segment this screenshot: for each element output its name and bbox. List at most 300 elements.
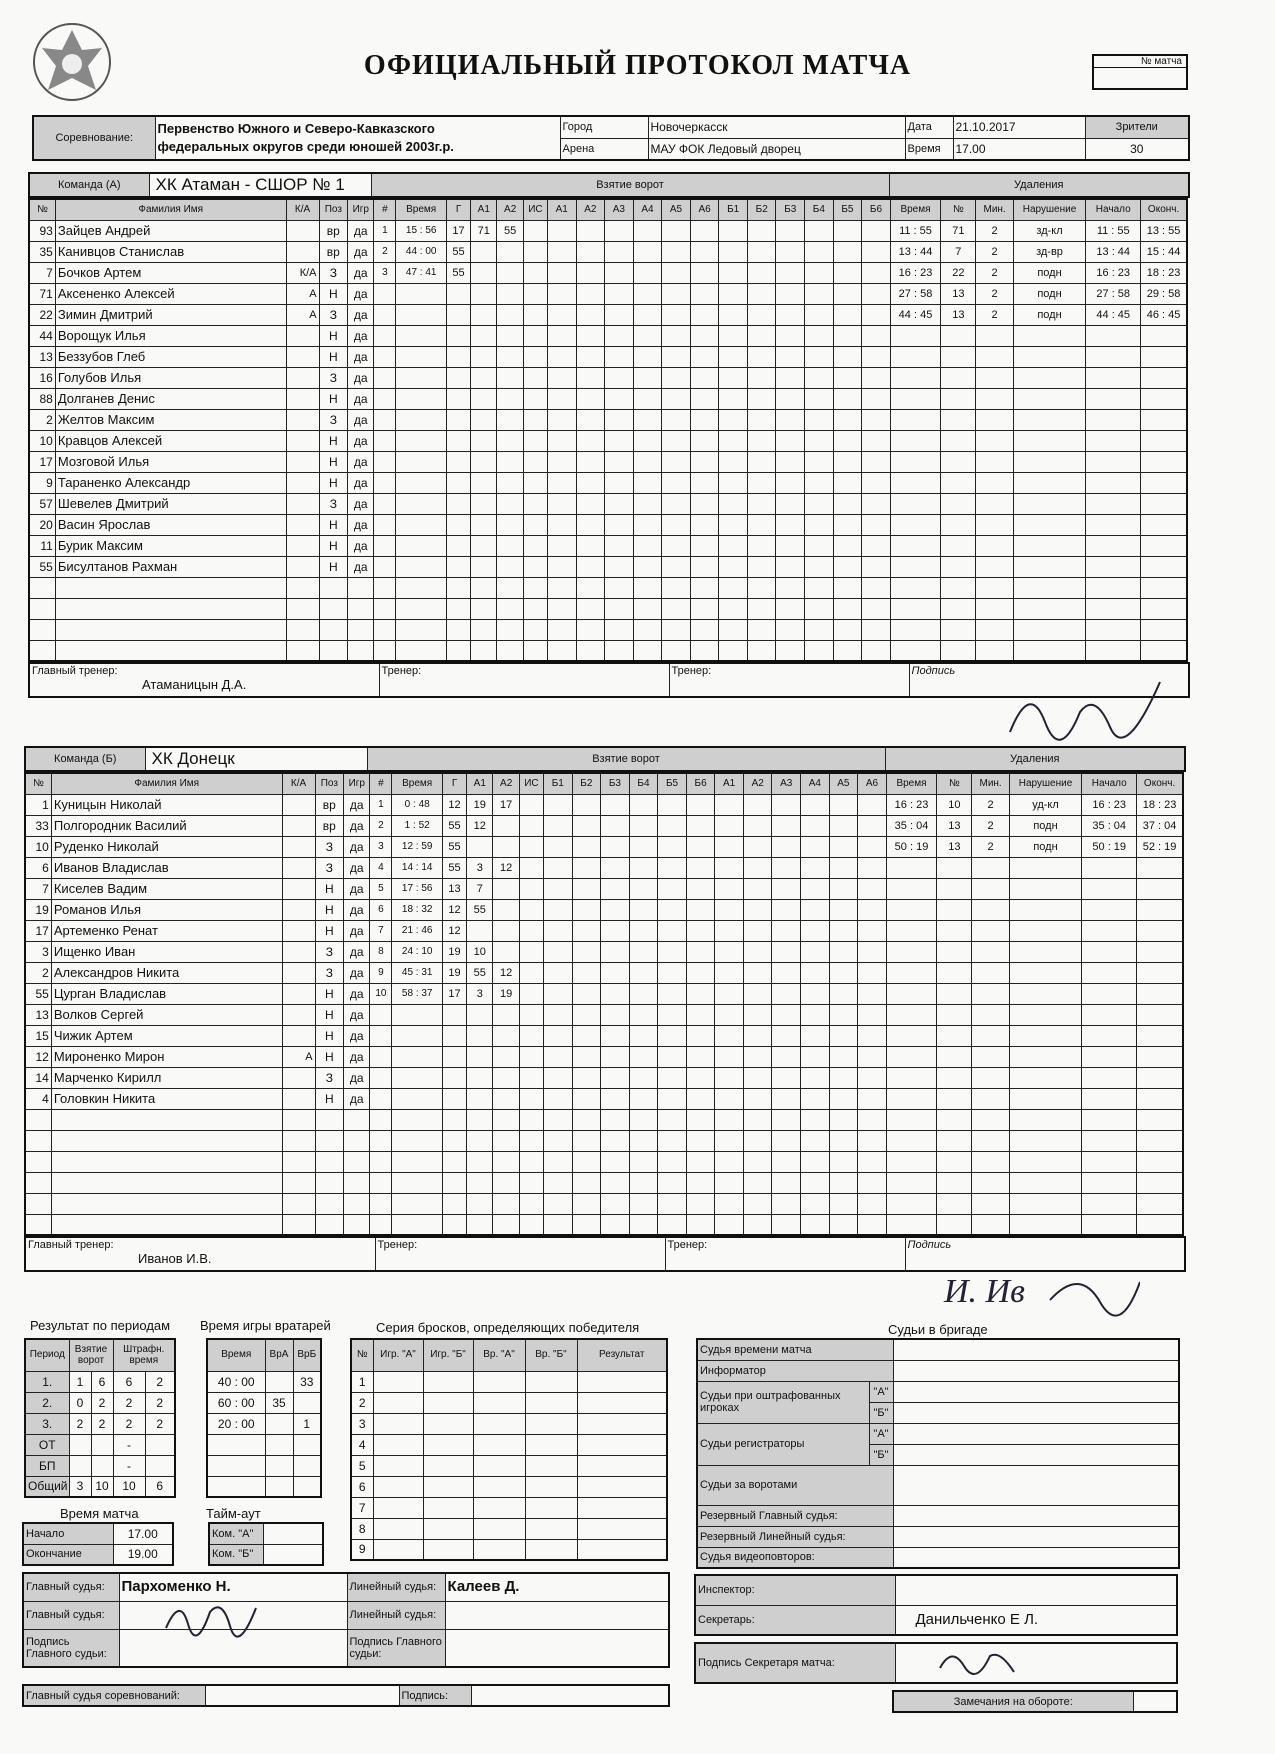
player-captain — [282, 815, 315, 836]
goalie-value: 35 — [265, 1392, 293, 1413]
player-number: 88 — [29, 388, 55, 409]
shootout-number: 3 — [351, 1413, 373, 1434]
shootout-row — [351, 1413, 667, 1434]
period-value: 2 — [113, 1392, 145, 1413]
period-value: - — [113, 1455, 145, 1476]
team_b-row — [25, 920, 1183, 941]
shootout-row — [351, 1455, 667, 1476]
team_b-goal-col: Б6 — [686, 773, 715, 794]
player-captain — [282, 1067, 315, 1088]
player-captain: А — [282, 1046, 315, 1067]
match-start-value: 17.00 — [113, 1523, 173, 1544]
goal-time: 21 : 46 — [392, 920, 443, 941]
remarks-table — [892, 1690, 1178, 1713]
goalie-col-time: Время — [207, 1339, 265, 1371]
goal-number: 6 — [370, 899, 392, 920]
player-position: Н — [315, 920, 344, 941]
player-played: да — [348, 535, 374, 556]
player-position: Н — [315, 878, 344, 899]
team_b-row — [25, 941, 1183, 962]
player-played: да — [348, 430, 374, 451]
player-captain — [286, 367, 319, 388]
player-captain — [286, 535, 319, 556]
goal-assist-2: 19 — [493, 983, 519, 1004]
player-number: 1 — [25, 794, 51, 815]
penalty-end: 37 : 04 — [1137, 815, 1183, 836]
official-role: Судьи при оштрафованных игроках — [697, 1381, 869, 1423]
team_a-goal-col: Б4 — [805, 199, 834, 220]
player-captain: К/А — [286, 262, 319, 283]
shootout-number: 7 — [351, 1497, 373, 1518]
goal-scorer: 12 — [442, 794, 466, 815]
team_b-signature-label: Подпись — [905, 1237, 1185, 1271]
time-label: Время — [905, 138, 953, 160]
period-name: 1. — [25, 1371, 69, 1392]
team_a-pen-col: Оконч. — [1141, 199, 1187, 220]
goalie-time-table — [206, 1338, 322, 1498]
player-played: да — [348, 241, 374, 262]
penalty-player: 13 — [937, 815, 972, 836]
player-name: Зайцев Андрей — [55, 220, 286, 241]
goal-number: 3 — [374, 262, 396, 283]
player-position: Н — [319, 388, 348, 409]
team_b-roster-col: К/А — [282, 773, 315, 794]
player-captain — [282, 794, 315, 815]
player-captain — [282, 962, 315, 983]
goalie-row — [207, 1413, 321, 1434]
team_a-goal-col: А5 — [662, 199, 691, 220]
officials-label: Судьи в бригаде — [888, 1322, 988, 1337]
player-position: З — [315, 941, 344, 962]
player-name: Тараненко Александр — [55, 472, 286, 493]
goalie-value: 40 : 00 — [207, 1371, 265, 1392]
goal-assist-1: 3 — [467, 983, 493, 1004]
team_b-coach-2: Тренер: — [665, 1237, 905, 1271]
goal-assist-2: 12 — [493, 857, 519, 878]
player-name: Беззубов Глеб — [55, 346, 286, 367]
team_a-row — [29, 619, 1187, 640]
team_b-row — [25, 1067, 1183, 1088]
team_b-pen-col: Нарушение — [1009, 773, 1082, 794]
team-a-section — [28, 172, 1190, 698]
team_a-row — [29, 472, 1187, 493]
team_b-goal-col: А1 — [715, 773, 744, 794]
team_b-row — [25, 1151, 1183, 1172]
player-captain — [286, 241, 319, 262]
goal-number: 9 — [370, 962, 392, 983]
goal-assist-2 — [493, 899, 519, 920]
team_b-row — [25, 794, 1183, 815]
team_b-goal-col: Г — [442, 773, 466, 794]
player-number: 11 — [29, 535, 55, 556]
goalie-value: 60 : 00 — [207, 1392, 265, 1413]
goal-scorer: 55 — [442, 857, 466, 878]
team_a-pen-col: № — [941, 199, 976, 220]
team_a-row — [29, 598, 1187, 619]
player-position: Н — [315, 1088, 344, 1109]
city-label: Город — [560, 116, 648, 138]
officials-table — [696, 1338, 1180, 1569]
period-value: 6 — [113, 1371, 145, 1392]
official-role: Судьи регистраторы — [697, 1423, 869, 1465]
goal-number: 8 — [370, 941, 392, 962]
player-number: 16 — [29, 367, 55, 388]
goal-time: 12 : 59 — [392, 836, 443, 857]
period-value — [91, 1434, 113, 1455]
penalty-start: 35 : 04 — [1082, 815, 1137, 836]
match-number-box — [1092, 54, 1188, 90]
player-played: да — [344, 983, 370, 1004]
goal-assist-2 — [493, 941, 519, 962]
match-end-label: Окончание — [23, 1544, 113, 1565]
player-played: да — [348, 493, 374, 514]
goalie-value: 33 — [293, 1371, 321, 1392]
period-row — [25, 1476, 175, 1497]
goalie-value: 20 : 00 — [207, 1413, 265, 1434]
team_b-label: Команда (Б) — [25, 747, 145, 771]
period-value: 2 — [91, 1392, 113, 1413]
player-played: да — [348, 346, 374, 367]
goal-time: 17 : 56 — [392, 878, 443, 899]
arena-label: Арена — [560, 138, 648, 160]
remarks-label: Замечания на обороте: — [893, 1691, 1133, 1712]
goal-assist-1: 7 — [467, 878, 493, 899]
main-referee-1: Пархоменко Н. — [119, 1573, 347, 1601]
penalty-time: 35 : 04 — [886, 815, 937, 836]
player-name: Ворощук Илья — [55, 325, 286, 346]
team_b-goal-col: А5 — [829, 773, 858, 794]
penalty-end: 29 : 58 — [1141, 283, 1187, 304]
player-played: да — [344, 1025, 370, 1046]
team_a-goal-col: А1 — [471, 199, 497, 220]
shootout-table — [350, 1338, 668, 1561]
penalty-start: 16 : 23 — [1082, 794, 1137, 815]
penalty-infraction: подн — [1013, 283, 1086, 304]
player-name: Ищенко Иван — [51, 941, 282, 962]
player-number: 71 — [29, 283, 55, 304]
goal-time: 15 : 56 — [396, 220, 447, 241]
player-number: 13 — [29, 346, 55, 367]
player-number: 33 — [25, 815, 51, 836]
player-played: да — [344, 941, 370, 962]
player-played: да — [348, 262, 374, 283]
player-number: 6 — [25, 857, 51, 878]
goal-number: 2 — [374, 241, 396, 262]
penalty-player: 13 — [941, 304, 976, 325]
date-value: 21.10.2017 — [953, 116, 1085, 138]
penalty-infraction: зд-вр — [1013, 241, 1086, 262]
period-value: 2 — [69, 1413, 91, 1434]
player-played: да — [348, 304, 374, 325]
team_a-label: Команда (А) — [29, 173, 149, 197]
team_b-name: ХК Донецк — [145, 747, 367, 771]
player-number: 10 — [25, 836, 51, 857]
player-number: 7 — [25, 878, 51, 899]
player-number: 9 — [29, 472, 55, 493]
goal-time: 14 : 14 — [392, 857, 443, 878]
player-position: З — [315, 857, 344, 878]
penalty-minutes: 2 — [972, 815, 1009, 836]
goal-number: 1 — [374, 220, 396, 241]
goal-assist-1: 71 — [471, 220, 497, 241]
player-position: вр — [319, 241, 348, 262]
penalty-start: 11 : 55 — [1086, 220, 1141, 241]
head-coach-label: Главный тренер: — [28, 1239, 114, 1251]
team_a-pen-col: Мин. — [976, 199, 1013, 220]
shootout-col: Вр. "А" — [473, 1339, 525, 1371]
shootout-col: Результат — [577, 1339, 667, 1371]
team_a-roster-col: Поз — [319, 199, 348, 220]
player-name: Долганев Денис — [55, 388, 286, 409]
goalie-value — [293, 1392, 321, 1413]
player-name: Полгородник Василий — [51, 815, 282, 836]
player-captain — [282, 920, 315, 941]
shootout-label: Серия бросков, определяющих победителя — [376, 1320, 640, 1335]
goal-scorer: 12 — [442, 920, 466, 941]
player-name: Артеменко Ренат — [51, 920, 282, 941]
team_a-row — [29, 367, 1187, 388]
goal-scorer: 17 — [442, 983, 466, 1004]
period-row — [25, 1434, 175, 1455]
penalty-infraction: подн — [1013, 262, 1086, 283]
player-number: 2 — [29, 409, 55, 430]
penalty-minutes: 2 — [972, 836, 1009, 857]
periods-label: Результат по периодам — [30, 1318, 171, 1333]
goal-time: 47 : 41 — [396, 262, 447, 283]
player-position: З — [315, 836, 344, 857]
team_b-row — [25, 1088, 1183, 1109]
goalie-row — [207, 1392, 321, 1413]
team_b-row — [25, 1046, 1183, 1067]
player-played: да — [344, 878, 370, 899]
player-played: да — [344, 794, 370, 815]
team_b-head-coach — [25, 1237, 375, 1271]
team_a-head-coach — [29, 663, 379, 697]
player-captain — [286, 430, 319, 451]
goal-number: 4 — [370, 857, 392, 878]
player-position: Н — [315, 1025, 344, 1046]
player-number: 22 — [29, 304, 55, 325]
penalty-end: 52 : 19 — [1137, 836, 1183, 857]
penalty-start: 44 : 45 — [1086, 304, 1141, 325]
spectators-value: 30 — [1085, 138, 1189, 160]
match-number-label: № матча — [1094, 56, 1186, 68]
team_a-goal-col: А3 — [605, 199, 634, 220]
team_a-row — [29, 346, 1187, 367]
goal-number: 7 — [370, 920, 392, 941]
goal-assist-2: 12 — [493, 962, 519, 983]
player-name: Мозговой Илья — [55, 451, 286, 472]
team_a-roster-col: Игр — [348, 199, 374, 220]
period-value — [145, 1434, 175, 1455]
shootout-row — [351, 1392, 667, 1413]
player-position: З — [315, 962, 344, 983]
team_b-goal-col: Б2 — [572, 773, 601, 794]
player-captain: А — [286, 283, 319, 304]
team_a-row — [29, 283, 1187, 304]
svg-text:И. Ив: И. Ив — [944, 1273, 1025, 1310]
player-played: да — [344, 857, 370, 878]
player-played: да — [348, 556, 374, 577]
player-played: да — [344, 899, 370, 920]
secretary-name: Данильченко Е Л. — [895, 1605, 1177, 1635]
team_b-row — [25, 1214, 1183, 1235]
team-b-section — [24, 746, 1186, 1272]
period-name: 2. — [25, 1392, 69, 1413]
player-captain — [282, 836, 315, 857]
team_a-goal-col: А6 — [690, 199, 719, 220]
player-position: Н — [319, 514, 348, 535]
penalty-infraction: подн — [1013, 304, 1086, 325]
penalty-minutes: 2 — [976, 220, 1013, 241]
period-name: Общий — [25, 1476, 69, 1497]
secretary-signature-icon — [930, 1642, 1020, 1687]
shootout-col: Игр. "Б" — [423, 1339, 473, 1371]
goal-time: 24 : 10 — [392, 941, 443, 962]
team_b-row — [25, 878, 1183, 899]
player-number: 14 — [25, 1067, 51, 1088]
team_b-coach-1: Тренер: — [375, 1237, 665, 1271]
period-name: БП — [25, 1455, 69, 1476]
date-label: Дата — [905, 116, 953, 138]
team_a-goal-col: А1 — [547, 199, 576, 220]
goal-assist-1: 19 — [467, 794, 493, 815]
signature-team-a-icon — [1000, 672, 1170, 757]
player-captain — [282, 878, 315, 899]
penalty-start: 16 : 23 — [1086, 262, 1141, 283]
head-coach-value: Иванов И.В. — [138, 1251, 212, 1266]
period-value: 10 — [113, 1476, 145, 1497]
team_b-row — [25, 836, 1183, 857]
arena-value: МАУ ФОК Ледовый дворец — [648, 138, 905, 160]
team_a-row — [29, 640, 1187, 661]
goal-scorer: 55 — [442, 815, 466, 836]
match-time-table — [22, 1522, 174, 1566]
penalty-player: 71 — [941, 220, 976, 241]
team_b-pen-col: Начало — [1082, 773, 1137, 794]
shootout-number: 5 — [351, 1455, 373, 1476]
penalty-player: 22 — [941, 262, 976, 283]
player-name: Чижик Артем — [51, 1025, 282, 1046]
team_a-signature-label: Подпись — [909, 663, 1189, 697]
player-number: 55 — [29, 556, 55, 577]
penalty-infraction: подн — [1009, 815, 1082, 836]
team_a-row — [29, 304, 1187, 325]
team_b-roster-col: Игр — [344, 773, 370, 794]
shootout-col: № — [351, 1339, 373, 1371]
shootout-col: Вр. "Б" — [525, 1339, 577, 1371]
goal-number: 1 — [370, 794, 392, 815]
goal-time: 0 : 48 — [392, 794, 443, 815]
official-role: Резервный Линейный судья: — [697, 1526, 893, 1547]
player-number: 93 — [29, 220, 55, 241]
team_b-roster-col: Поз — [315, 773, 344, 794]
team_b-goal-col: Б5 — [658, 773, 687, 794]
player-number: 2 — [25, 962, 51, 983]
team_a-row — [29, 535, 1187, 556]
team_b-row — [25, 1025, 1183, 1046]
player-played: да — [344, 1067, 370, 1088]
goal-assist-2 — [493, 920, 519, 941]
goalie-row — [207, 1371, 321, 1392]
team_a-row — [29, 262, 1187, 283]
period-row — [25, 1455, 175, 1476]
team_b-row — [25, 1130, 1183, 1151]
penalty-end: 18 : 23 — [1141, 262, 1187, 283]
team_b-goal-col: А3 — [772, 773, 801, 794]
player-position: Н — [315, 899, 344, 920]
team_b-row — [25, 983, 1183, 1004]
goal-time: 1 : 52 — [392, 815, 443, 836]
goal-number: 10 — [370, 983, 392, 1004]
spectators-label: Зрители — [1085, 116, 1189, 138]
team_b-goals-header: Взятие ворот — [367, 747, 885, 771]
team_a-goal-col: Б1 — [719, 199, 748, 220]
player-position: З — [319, 367, 348, 388]
shootout-number: 4 — [351, 1434, 373, 1455]
goal-scorer: 19 — [442, 941, 466, 962]
shootout-number: 1 — [351, 1371, 373, 1392]
goal-assist-1 — [471, 262, 497, 283]
official-role: Судья видеоповторов: — [697, 1547, 893, 1568]
player-played: да — [348, 451, 374, 472]
player-position: Н — [319, 430, 348, 451]
goal-assist-1 — [467, 920, 493, 941]
player-name: Кравцов Алексей — [55, 430, 286, 451]
goal-scorer: 55 — [446, 241, 470, 262]
player-position: З — [319, 409, 348, 430]
team_a-goal-col: Б6 — [862, 199, 891, 220]
team_a-row — [29, 241, 1187, 262]
player-name: Бочков Артем — [55, 262, 286, 283]
player-name: Головкин Никита — [51, 1088, 282, 1109]
player-played: да — [344, 962, 370, 983]
team_b-row — [25, 815, 1183, 836]
penalty-infraction: подн — [1009, 836, 1082, 857]
team_a-pen-col: Время — [890, 199, 941, 220]
player-number: 4 — [25, 1088, 51, 1109]
player-captain — [286, 472, 319, 493]
timeout-a-label: Ком. "А" — [209, 1523, 263, 1544]
team_b-goal-col: А1 — [467, 773, 493, 794]
team_b-pen-col: Мин. — [972, 773, 1009, 794]
shootout-row — [351, 1518, 667, 1539]
player-number: 19 — [25, 899, 51, 920]
sig-chief-label: Подпись Главного судьи: — [347, 1629, 445, 1667]
player-played: да — [348, 367, 374, 388]
match-time-label: Время матча — [60, 1506, 139, 1521]
team_a-row — [29, 556, 1187, 577]
goal-assist-2 — [497, 241, 523, 262]
penalty-time: 27 : 58 — [890, 283, 941, 304]
shootout-row — [351, 1434, 667, 1455]
player-position: Н — [319, 325, 348, 346]
team_a-banner — [28, 172, 1190, 198]
team_a-roster-col: № — [29, 199, 55, 220]
player-name: Киселев Вадим — [51, 878, 282, 899]
team_b-goal-col: А4 — [801, 773, 830, 794]
penalty-start: 27 : 58 — [1086, 283, 1141, 304]
shootout-row — [351, 1497, 667, 1518]
official-role: Резервный Главный судья: — [697, 1505, 893, 1526]
official-side-a: "А" — [869, 1381, 893, 1402]
team_a-goal-col: # — [374, 199, 396, 220]
period-name: ОТ — [25, 1434, 69, 1455]
penalty-minutes: 2 — [976, 283, 1013, 304]
player-captain — [286, 556, 319, 577]
team_a-name: ХК Атаман - СШОР № 1 — [149, 173, 371, 197]
team_b-row — [25, 1172, 1183, 1193]
